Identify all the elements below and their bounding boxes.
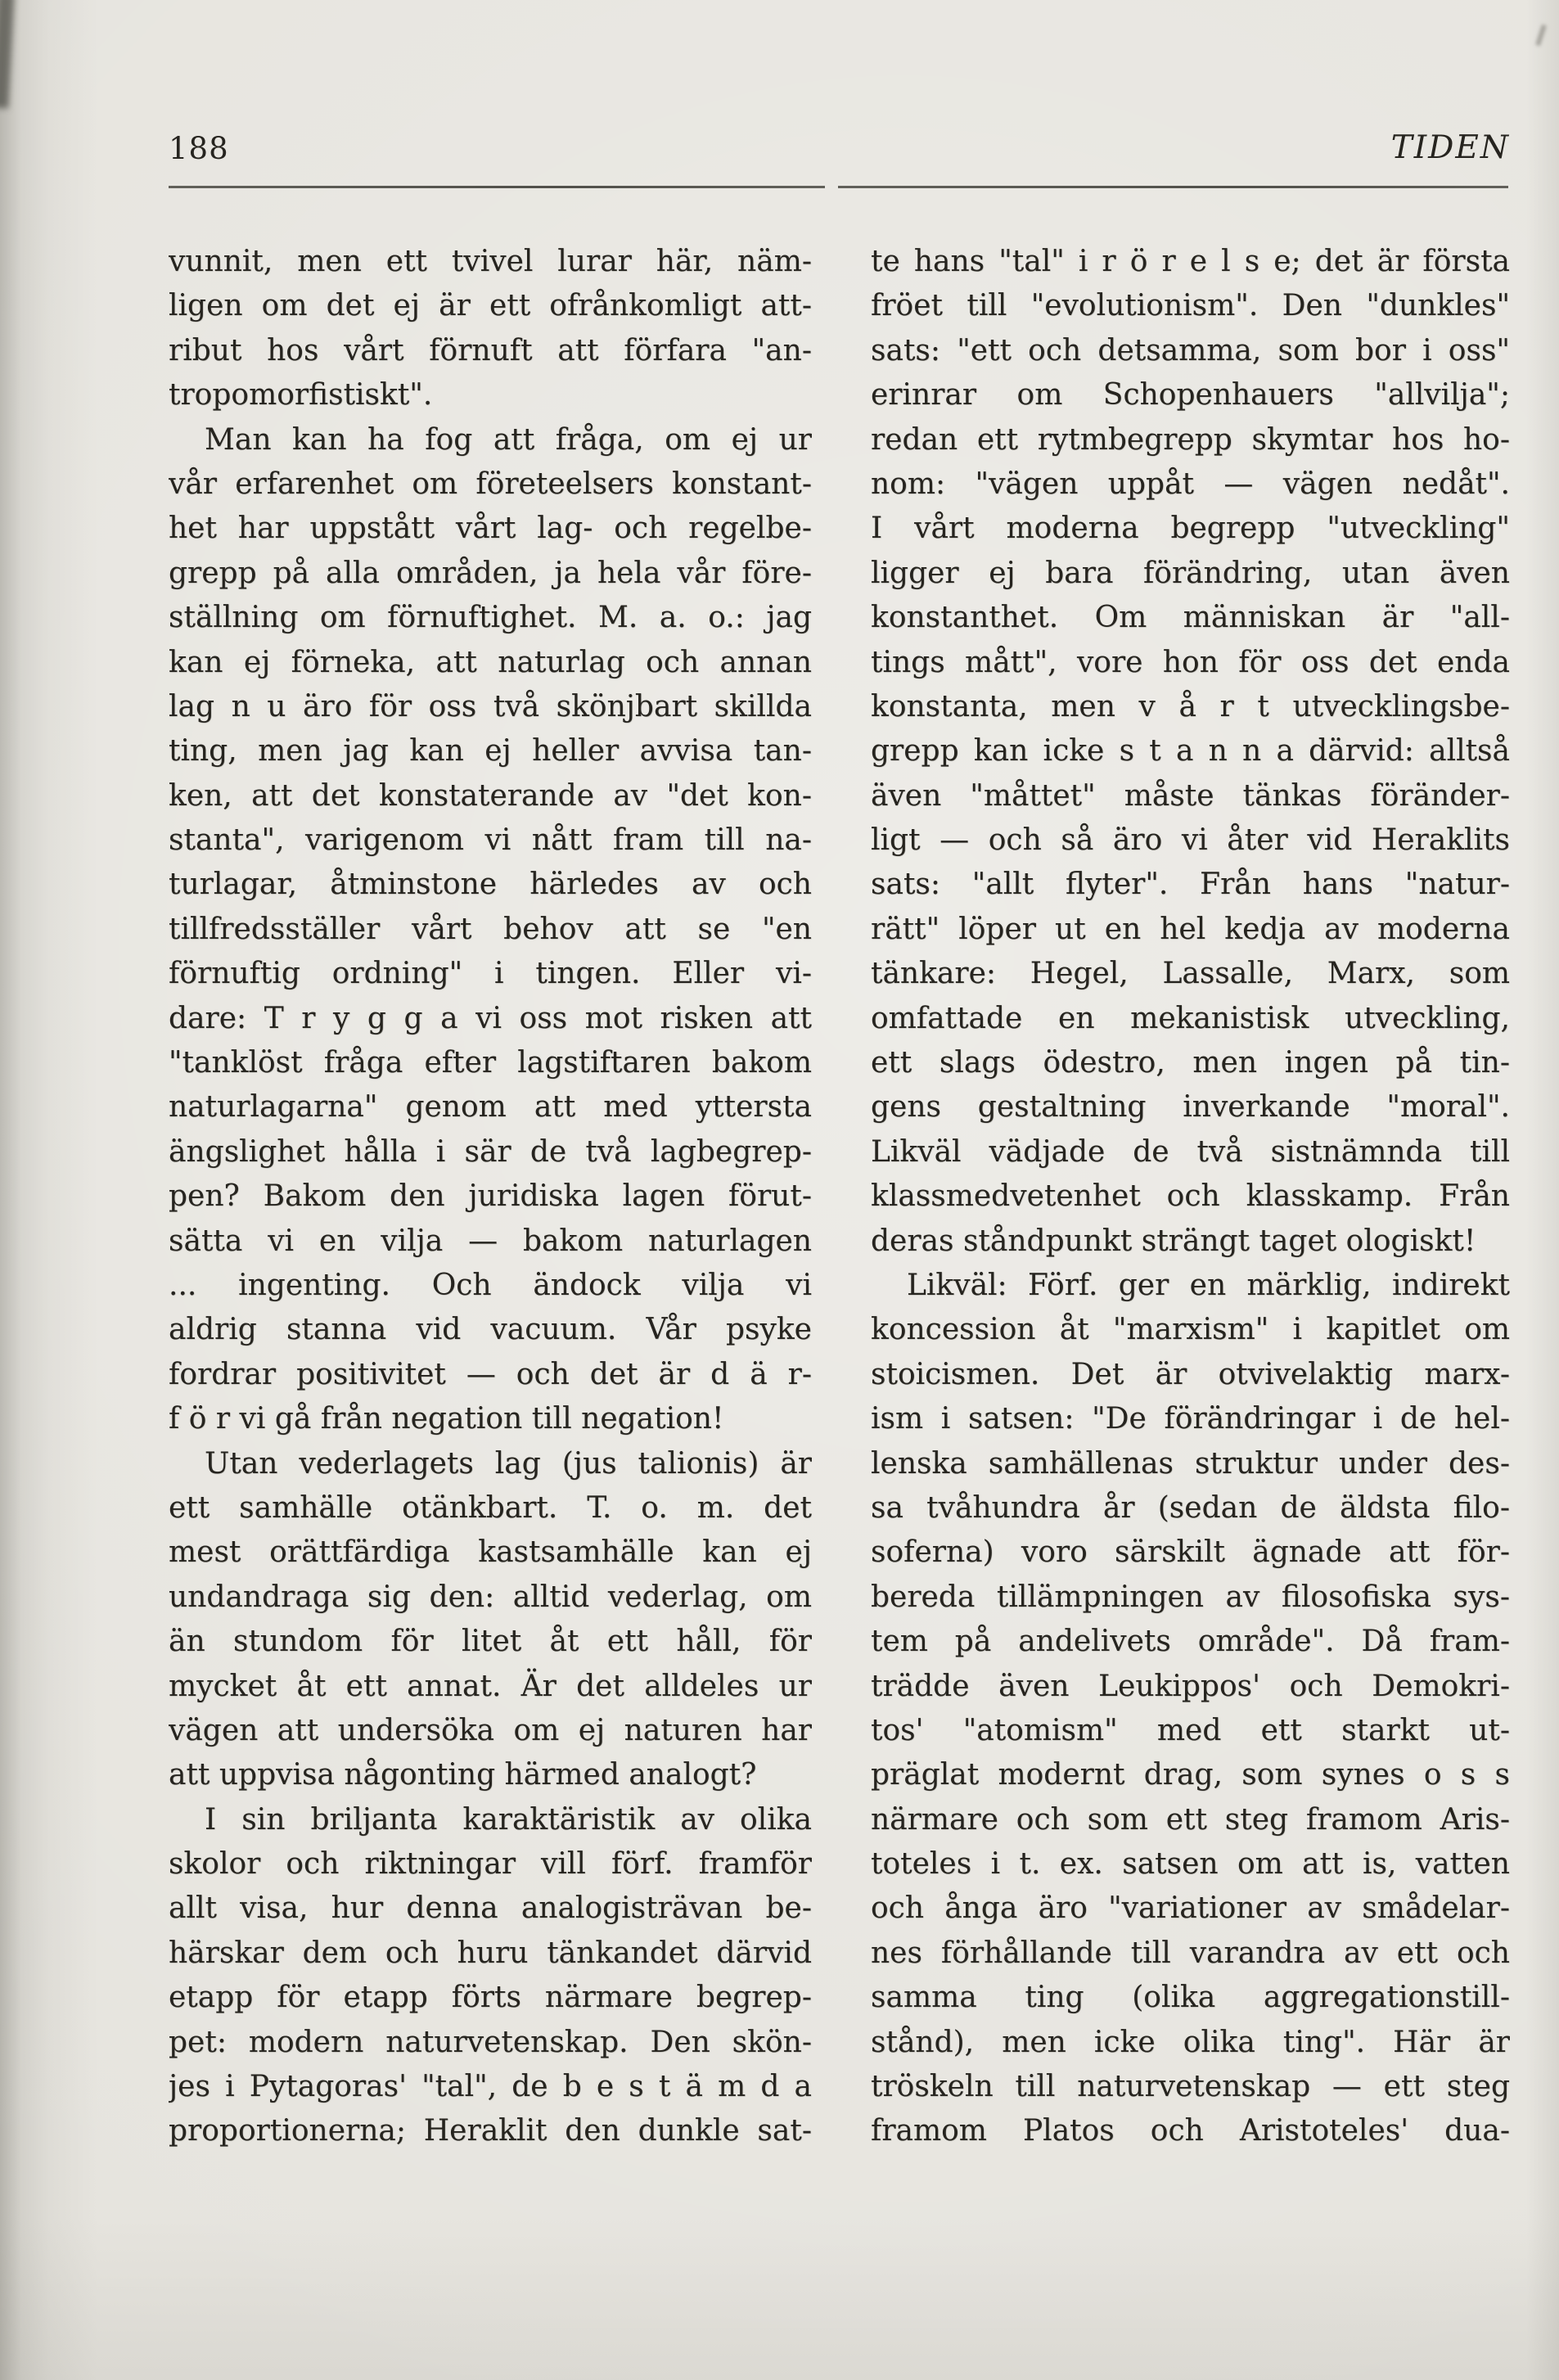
text-line: präglat modernt drag, som synes o s s [871,1758,1510,1792]
text-line: omfattade en mekanistisk utveckling, [871,1001,1510,1035]
text-line: jes i Pytagoras' "tal", de b e s t ä m d a [169,2070,812,2104]
header-rule [838,186,1508,188]
text-line: ... ingenting. Och ändock vilja vi [169,1268,812,1302]
text-line: nom: "vägen uppåt — vägen nedåt". [871,467,1510,501]
text-line: etapp för etapp förts närmare begrep- [169,1981,812,2015]
text-line: nes förhållande till varandra av ett och [871,1936,1510,1970]
text-line: Likväl: Förf. ger en märklig, indirekt [907,1268,1510,1302]
text-line: turlagar, åtminstone härledes av och [169,868,812,902]
text-line: lenska samhällenas struktur under des- [871,1446,1510,1481]
text-line: klassmedvetenhet och klasskamp. Från [871,1179,1510,1214]
text-line: konstanthet. Om människan är "all- [871,601,1510,635]
text-line: ligen om det ej är ett ofrånkomligt att- [169,289,812,323]
text-line: ligger ej bara förändring, utan även [871,556,1510,590]
text-line: pet: modern naturvetenskap. Den skön- [169,2025,812,2059]
text-line: f ö r vi gå från negation till negation! [169,1402,724,1436]
text-line: aldrig stanna vid vacuum. Vår psyke [169,1313,812,1347]
text-line: Man kan ha fog att fråga, om ej ur [205,422,812,457]
text-line: sätta vi en vilja — bakom naturlagen [169,1224,812,1258]
header-rule [169,186,825,188]
text-line: stoicismen. Det är otvivelaktig marx- [871,1357,1510,1391]
text-line: I vårt moderna begrepp "utveckling" [871,512,1510,546]
text-line: te hans "tal" i r ö r e l s e; det är första [871,245,1510,278]
text-line: dare: T r y g g a vi oss mot risken att [169,1001,812,1035]
text-line: sats: "allt flyter". Från hans "natur- [871,868,1510,902]
text-line: tröskeln till naturvetenskap — ett steg [871,2070,1510,2104]
page-number: 188 [169,131,229,166]
text-line: och ånga äro "variationer av smådelar- [871,1891,1510,1926]
text-line: ribut hos vårt förnuft att förfara "an- [169,333,812,367]
scan-artifact [0,0,15,108]
text-line: ken, att det konstaterande av "det kon- [169,778,812,813]
text-line: skolor och riktningar vill förf. framför [169,1847,812,1882]
text-line: mycket åt ett annat. Är det alldeles ur [169,1669,812,1703]
text-line: deras ståndpunkt strängt taget ologiskt! [871,1224,1476,1258]
text-line: vår erfarenhet om företeelsers konstant- [169,467,812,501]
text-line: "tanklöst fråga efter lagstiftaren bakom [169,1046,812,1080]
text-line: stånd), men icke olika ting". Här är [871,2025,1510,2059]
text-line: fordrar positivitet — och det är d ä r- [169,1357,812,1391]
text-line: ställning om förnuftighet. M. a. o.: jag [169,601,812,635]
text-line: tem på andelivets område". Då fram- [871,1625,1510,1659]
text-line: koncession åt "marxism" i kapitlet om [871,1313,1510,1347]
text-line: förnuftig ordning" i tingen. Eller vi- [169,957,812,991]
text-line: allt visa, hur denna analogisträvan be- [169,1891,812,1926]
text-line: sa tvåhundra år (sedan de äldsta filo- [871,1490,1510,1525]
text-line: konstanta, men v å r t utvecklingsbe- [871,689,1510,723]
text-line: trädde även Leukippos' och Demokri- [871,1669,1510,1703]
text-line: vägen att undersöka om ej naturen har [169,1713,812,1747]
text-line: undandraga sig den: alltid vederlag, om [169,1580,812,1614]
text-line: ett slags ödestro, men ingen på tin- [871,1046,1510,1080]
text-line: Likväl vädjade de två sistnämnda till [871,1134,1510,1169]
text-line: ism i satsen: "De förändringar i de hel- [871,1402,1510,1436]
text-line: än stundom för litet åt ett håll, för [169,1625,812,1659]
text-line: kan ej förneka, att naturlag och annan [169,645,812,679]
text-line: vunnit, men ett tvivel lurar här, näm- [169,245,812,278]
text-line: I sin briljanta karaktäristik av olika [205,1802,812,1837]
text-line: fröet till "evolutionism". Den "dunkles" [871,289,1510,323]
text-line: tillfredsställer vårt behov att se "en [169,912,812,946]
text-line: proportionerna; Heraklit den dunkle sat- [169,2114,812,2148]
text-line: Utan vederlagets lag (jus talionis) är [205,1446,812,1481]
text-line: grepp på alla områden, ja hela vår före- [169,556,812,590]
text-line: redan ett rytmbegrepp skymtar hos ho- [871,422,1510,457]
text-line: rätt" löper ut en hel kedja av moderna [871,912,1510,946]
text-line: även "måttet" måste tänkas föränder- [871,778,1510,813]
text-line: erinrar om Schopenhauers "allvilja"; [871,378,1510,412]
text-line: att uppvisa någonting härmed analogt? [169,1758,757,1792]
text-line: lag n u äro för oss två skönjbart skillda [169,689,812,723]
text-line: soferna) voro särskilt ägnade att för- [871,1535,1510,1570]
scan-artifact [1535,25,1547,47]
text-line: mest orättfärdiga kastsamhälle kan ej [169,1535,812,1570]
text-line: bereda tillämpningen av filosofiska sys- [871,1580,1510,1614]
text-line: toteles i t. ex. satsen om att is, vatten [871,1847,1510,1882]
text-line: tings mått", vore hon för oss det enda [871,645,1510,679]
right-column [871,240,1510,2154]
text-line: samma ting (olika aggregationstill- [871,1981,1510,2015]
text-line: grepp kan icke s t a n n a därvid: alltså [871,734,1510,769]
text-line: ett samhälle otänkbart. T. o. m. det [169,1490,812,1525]
text-line: naturlagarna" genom att med yttersta [169,1090,812,1125]
text-line: närmare och som ett steg framom Aris- [871,1802,1510,1837]
text-line: tropomorfistiskt". [169,378,433,412]
text-line: gens gestaltning inverkande "moral". [871,1090,1510,1125]
text-line: framom Platos och Aristoteles' dua- [871,2114,1510,2148]
text-line: sats: "ett och detsamma, som bor i oss" [871,333,1510,367]
left-column [169,240,812,2154]
journal-title: TIDEN [1390,129,1510,166]
text-line: stanta", varigenom vi nått fram till na- [169,823,812,858]
text-line: pen? Bakom den juridiska lagen förut- [169,1179,812,1214]
text-line: tänkare: Hegel, Lassalle, Marx, som [871,957,1510,991]
text-line: ligt — och så äro vi åter vid Heraklits [871,823,1510,858]
text-line: het har uppstått vårt lag- och regelbe- [169,512,812,546]
text-line: ängslighet hålla i sär de två lagbegrep- [169,1134,812,1169]
text-line: härskar dem och huru tänkandet därvid [169,1936,812,1970]
text-line: tos' "atomism" med ett starkt ut- [871,1713,1510,1747]
text-line: ting, men jag kan ej heller avvisa tan- [169,734,812,769]
